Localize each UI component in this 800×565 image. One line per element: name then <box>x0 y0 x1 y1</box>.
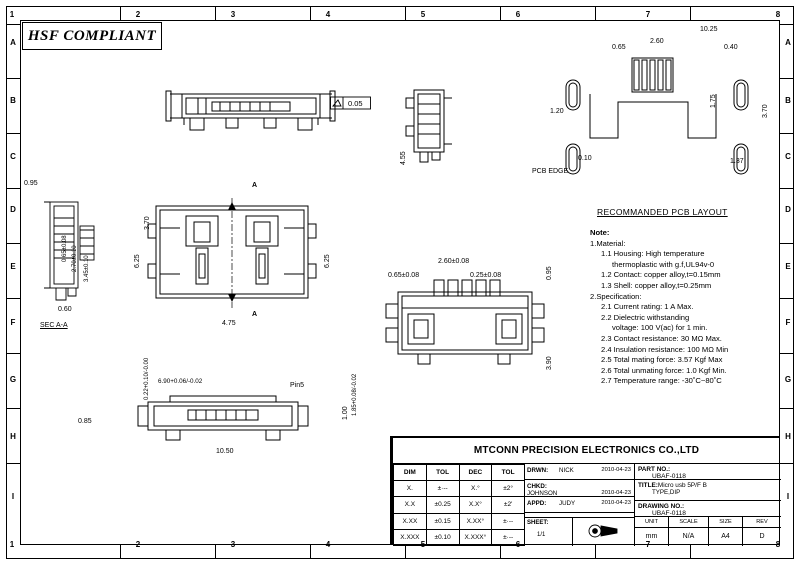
note-line: 1.3 Shell: copper alloy,t=0.25mm <box>601 280 712 290</box>
scale-label: SCALE <box>669 517 708 528</box>
zone-row-e-left: E <box>10 262 16 271</box>
note-line: 2.5 Total mating force: 3.57 Kgf Max <box>601 355 723 365</box>
cell: X. <box>394 481 427 497</box>
zone-col-6-top: 6 <box>515 10 521 19</box>
bottom-view-dim-185: 1.85+0.08/-0.02 <box>352 373 358 416</box>
approval-row-chkd <box>525 480 634 496</box>
table-header-row <box>394 465 525 481</box>
size-label: SIZE <box>709 517 742 528</box>
drwn-value: NICK <box>559 467 574 474</box>
frame-tick <box>780 353 794 354</box>
zone-row-b-left: B <box>10 96 16 105</box>
cell: ±·-- <box>492 529 525 545</box>
pcb-dim-065: 0.65 <box>612 44 626 51</box>
zone-col-1-top: 1 <box>9 10 15 19</box>
tolerance-table <box>393 464 525 546</box>
zone-col-2-bottom: 2 <box>135 540 141 549</box>
projection-symbol-cell <box>573 517 635 546</box>
frame-tick <box>120 6 121 20</box>
rev-label: REV <box>743 517 781 528</box>
rear-view-dim-025: 0.25±0.08 <box>470 272 502 279</box>
zone-row-b-right: B <box>785 96 791 105</box>
top-view-drawing <box>146 196 318 312</box>
frame-tick <box>500 545 501 559</box>
frame-tick <box>690 545 691 559</box>
unit-cell <box>635 517 669 546</box>
rear-view-dim-095: 0.95 <box>546 266 553 280</box>
frame-tick <box>6 408 20 409</box>
pcb-dim-370: 3.70 <box>762 104 769 118</box>
section-mark-bottom: A <box>252 311 258 318</box>
zone-col-4-bottom: 4 <box>325 540 331 549</box>
flatness-value: 0.05 <box>348 99 363 108</box>
top-view-dim-625-left: 6.25 <box>134 254 141 268</box>
size-value: A4 <box>721 533 730 540</box>
col-header-dec: DEC <box>459 465 492 481</box>
note-line: 2.1 Current rating: 1 A Max. <box>601 302 694 312</box>
zone-row-f-left: F <box>10 318 16 327</box>
notes-section-title: 2.Specification: <box>590 291 642 301</box>
frame-tick <box>780 243 794 244</box>
col-header-tol1: TOL <box>426 465 459 481</box>
pcb-dim-175: 1.75 <box>710 94 717 108</box>
zone-col-7-bottom: 7 <box>645 540 651 549</box>
drwn-date: 2010-04-23 <box>601 467 631 473</box>
frame-tick <box>6 243 20 244</box>
sheet-label: SHEET: <box>527 520 549 526</box>
pcb-dim-010: 0.10 <box>578 155 592 162</box>
part-no-value: UBAF-0118 <box>652 473 686 480</box>
col-header-tol2: TOL <box>492 465 525 481</box>
top-view-dim-370: 3.70 <box>144 216 151 230</box>
frame-tick <box>405 6 406 20</box>
table-row <box>394 513 525 529</box>
note-line: 2.2 Dielectric withstanding <box>601 312 690 322</box>
section-aa-dim-060: 0.60 <box>58 306 72 313</box>
cell: X.XXX <box>394 529 427 545</box>
note-line: 1.2 Contact: copper alloy,t=0.15mm <box>601 270 721 280</box>
pcb-layout-drawing <box>548 38 778 198</box>
zone-row-h-left: H <box>10 432 16 441</box>
frame-tick <box>310 6 311 20</box>
title-label: TITLE: <box>638 482 658 489</box>
side-view-height-dim: 4.55 <box>400 151 407 165</box>
cell: ±2° <box>492 481 525 497</box>
frame-tick <box>215 6 216 20</box>
section-aa-dim-065: 0.65±0.08 <box>62 235 68 262</box>
drawing-no-label: DRAWING NO.: <box>638 503 685 510</box>
zone-row-c-left: C <box>10 152 16 161</box>
pcb-dim-260: 2.60 <box>650 38 664 45</box>
frame-tick <box>310 545 311 559</box>
top-view-dim-475: 4.75 <box>222 320 236 327</box>
zone-col-4-top: 4 <box>325 10 331 19</box>
scale-cell <box>669 517 709 546</box>
cell: ±0.25 <box>426 497 459 513</box>
chkd-value: JOHNSON <box>527 490 558 498</box>
unit-value: mm <box>645 533 658 540</box>
frame-tick <box>120 545 121 559</box>
zone-row-f-right: F <box>785 318 791 327</box>
pcb-dim-040: 0.40 <box>724 44 738 51</box>
rear-view-dim-260: 2.60±0.08 <box>438 258 470 265</box>
title-value-2: TYPE,DIP <box>652 489 681 496</box>
front-view-drawing <box>160 82 350 147</box>
cell: ±0.15 <box>426 513 459 529</box>
title-value: Micro usb 5P/F B <box>657 482 707 489</box>
zone-col-3-top: 3 <box>230 10 236 19</box>
part-no-label: PART NO.: <box>638 466 671 473</box>
note-line: 2.3 Contact resistance: 30 MΩ Max. <box>601 333 722 343</box>
frame-tick <box>6 133 20 134</box>
bottom-view-dim-085: 0.85 <box>78 418 92 425</box>
section-aa-dim-095: 0.95 <box>24 180 38 187</box>
table-row <box>394 481 525 497</box>
zone-col-2-top: 2 <box>135 10 141 19</box>
frame-tick <box>780 133 794 134</box>
appd-date: 2010-04-23 <box>601 499 631 506</box>
appd-value: JUDY <box>559 499 576 507</box>
unit-scale-size-rev-row <box>635 517 781 546</box>
chkd-label: CHKD: <box>527 483 547 491</box>
part-no-row <box>635 464 781 480</box>
third-angle-projection-icon <box>573 518 633 545</box>
size-cell <box>709 517 743 546</box>
note-line: 1.1 Housing: High temperature <box>601 249 705 259</box>
scale-value: N/A <box>682 533 695 540</box>
zone-col-1-bottom: 1 <box>9 540 15 549</box>
rear-view-dim-390: 3.90 <box>546 356 553 370</box>
zone-row-a-right: A <box>785 38 791 47</box>
approvals-column <box>525 464 635 546</box>
zone-row-d-left: D <box>10 205 16 214</box>
hsf-compliant-label: HSF COMPLIANT <box>27 27 157 44</box>
zone-row-g-right: G <box>784 375 792 384</box>
section-aa-dim-345: 3.45±0.10 <box>84 255 90 282</box>
zone-col-8-bottom: 8 <box>775 540 781 549</box>
table-row <box>394 529 525 545</box>
frame-tick <box>780 298 794 299</box>
frame-tick <box>215 545 216 559</box>
zone-row-i-right: I <box>786 492 790 501</box>
cell: X.XX° <box>459 513 492 529</box>
note-line: 2.7 Temperature range: -30˚C~80˚C <box>601 376 722 386</box>
frame-tick <box>780 463 794 464</box>
frame-tick <box>780 24 794 25</box>
frame-tick <box>780 78 794 79</box>
sheet-cell <box>525 517 573 546</box>
rev-value: D <box>759 533 765 540</box>
bottom-view-dim-022: 0.22+0.10/-0.00 <box>144 357 150 400</box>
frame-tick <box>500 6 501 20</box>
pcb-dim-120: 1.20 <box>550 108 564 115</box>
bottom-view-dim-1050: 10.50 <box>216 448 234 455</box>
approval-row-drwn <box>525 464 634 480</box>
zone-col-8-top: 8 <box>775 10 781 19</box>
drwn-label: DRWN: <box>527 467 549 474</box>
unit-label: UNIT <box>635 517 668 528</box>
note-line: thermoplastic with g.f,UL94v-0 <box>612 259 715 269</box>
pcb-dim-1025: 10.25 <box>700 26 718 33</box>
frame-tick <box>6 188 20 189</box>
zone-col-5-top: 5 <box>420 10 426 19</box>
frame-tick <box>595 6 596 20</box>
cell: ±·-- <box>426 481 459 497</box>
rear-view-drawing <box>378 272 558 376</box>
part-info-column <box>635 464 781 546</box>
approval-row-appd <box>525 497 634 513</box>
frame-tick <box>780 188 794 189</box>
side-view-drawing <box>404 84 464 174</box>
drawing-no-row <box>635 501 781 517</box>
rear-view-dim-065: 0.65±0.08 <box>388 272 420 279</box>
hsf-compliant-stamp <box>22 22 162 50</box>
cell: ±·-- <box>492 513 525 529</box>
frame-tick <box>780 408 794 409</box>
zone-row-a-left: A <box>10 38 16 47</box>
frame-tick <box>405 545 406 559</box>
notes-heading: Note: <box>590 228 610 237</box>
zone-row-g-left: G <box>9 375 17 384</box>
frame-tick <box>595 545 596 559</box>
zone-row-d-right: D <box>785 205 791 214</box>
title-row <box>635 480 781 501</box>
frame-tick <box>690 6 691 20</box>
cell: X.° <box>459 481 492 497</box>
chkd-date: 2010-04-23 <box>601 490 631 497</box>
zone-row-e-right: E <box>785 262 791 271</box>
zone-col-3-bottom: 3 <box>230 540 236 549</box>
section-aa-label: SEC A-A <box>40 322 68 329</box>
table-row <box>394 497 525 513</box>
bottom-view-drawing <box>118 380 338 450</box>
note-line: 2.4 Insulation resistance: 100 MΩ Min <box>601 344 729 354</box>
note-line: 2.6 Total unmating force: 1.0 Kgf Min. <box>601 365 727 375</box>
frame-tick <box>6 298 20 299</box>
zone-row-h-right: H <box>785 432 791 441</box>
frame-tick <box>6 463 20 464</box>
frame-tick <box>6 353 20 354</box>
frame-tick <box>6 78 20 79</box>
zone-row-i-left: I <box>11 492 15 501</box>
zone-col-5-bottom: 5 <box>420 540 426 549</box>
section-mark-top: A <box>252 182 258 189</box>
title-block <box>392 437 780 545</box>
top-view-dim-625-right: 6.25 <box>324 254 331 268</box>
frame-tick <box>6 24 20 25</box>
drawing-no-value: UBAF-0118 <box>652 510 686 517</box>
appd-label: APPD: <box>527 499 547 507</box>
notes-block <box>590 228 780 387</box>
rev-cell <box>743 517 781 546</box>
bottom-view-pin5-label: Pin5 <box>290 382 305 389</box>
note-line: voltage: 100 V(ac) for 1 min. <box>612 323 708 333</box>
notes-section-title: 1.Material: <box>590 238 626 248</box>
cell: X.X <box>394 497 427 513</box>
pcb-dim-137: 1.37 <box>730 158 744 165</box>
cell: X.X° <box>459 497 492 513</box>
pcb-edge-label: PCB EDGE <box>532 168 569 175</box>
cell: X.XX <box>394 513 427 529</box>
pcb-layout-title: RECOMMANDED PCB LAYOUT <box>597 207 728 217</box>
zone-row-c-right: C <box>785 152 791 161</box>
company-name: MTCONN PRECISION ELECTRONICS CO.,LTD <box>393 438 780 464</box>
zone-col-6-bottom: 6 <box>515 540 521 549</box>
bottom-view-dim-100: 1.00 <box>342 406 349 420</box>
zone-col-7-top: 7 <box>645 10 651 19</box>
cell: X.XXX° <box>459 529 492 545</box>
cell: ±2' <box>492 497 525 513</box>
sheet-value: 1/1 <box>537 532 546 538</box>
col-header-dim: DIM <box>394 465 427 481</box>
cell: ±0.10 <box>426 529 459 545</box>
bottom-view-dim-690: 6.90+0.06/-0.02 <box>158 378 203 385</box>
section-aa-dim-270: 2.70±0.10 <box>72 245 78 272</box>
